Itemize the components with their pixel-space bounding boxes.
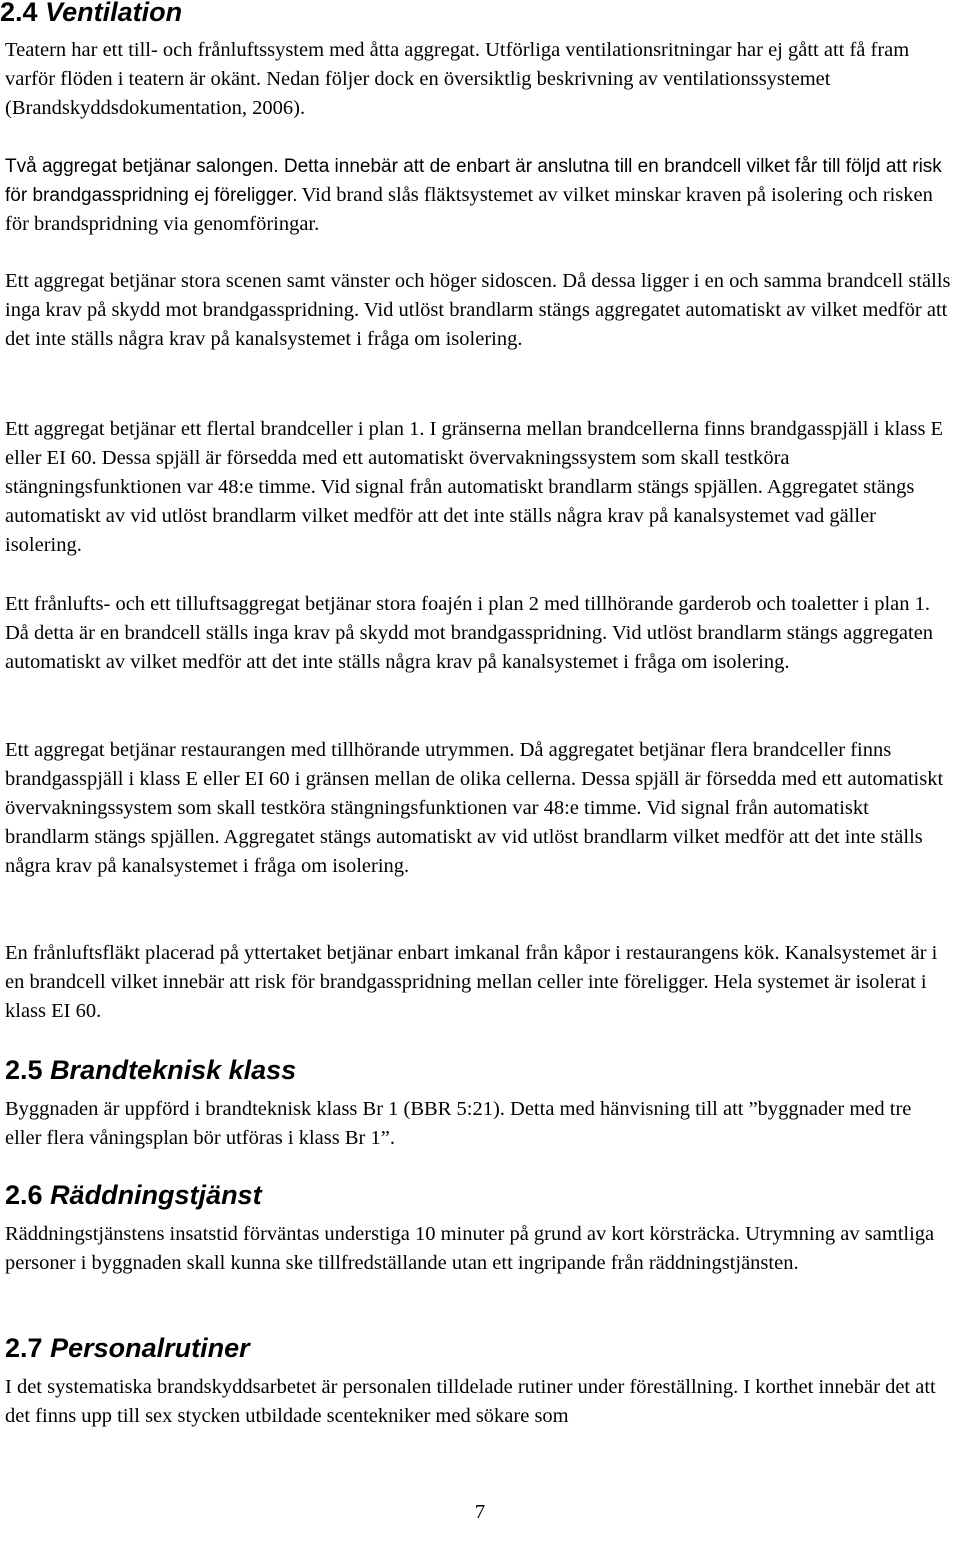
section-heading-brandteknisk-klass [5, 1055, 296, 1085]
section-number: 2.6 [5, 1180, 43, 1210]
paragraph-personalrutiner: I det systematiska brandskyddsarbetet är personalen tilldelade rutiner under föreställning. I korthet innebär det att det finns upp till sex stycken utbildade scentekniker med sökare som [5, 1376, 936, 1427]
section-title: Räddningstjänst [50, 1180, 262, 1210]
section-heading-personalrutiner [5, 1333, 250, 1363]
paragraph-salongen-sans: Två aggregat betjänar salongen. Detta innebär att de enbart är anslutna till en brandcell vilket får till följd att risk för brandgasspridning ej föreligger. [5, 156, 942, 206]
section-number: 2.7 [5, 1333, 43, 1363]
paragraph-scenen: Ett aggregat betjänar stora scenen samt vänster och höger sidoscen. Då dessa ligger i en och samma brandcell ställs inga krav på skydd mot brandgasspridning. Vid utlöst brandlarm stängs aggregatet automatiskt av vilket medför att det inte ställs några krav på kanalsystemet i fråga om isolering. [5, 270, 951, 350]
section-heading-ventilation [0, 0, 182, 27]
section-number: 2.4 [0, 0, 38, 27]
paragraph-ventilation-intro: Teatern har ett till- och frånluftssystem med åtta aggregat. Utförliga ventilationsritningar har ej gått att få fram varför flöden i teatern är okänt. Nedan följer dock en översiktlig beskrivning av ventilationssystemet (Brandskyddsdokumentation, 2006). [5, 39, 910, 119]
paragraph-raddningstjanst: Räddningstjänstens insatstid förväntas understiga 10 minuter på grund av kort körsträcka. Utrymning av samtliga personer i byggnaden skall kunna ske tillfredställande utan ett ingripande från räddningstjänsten. [5, 1223, 935, 1274]
section-number: 2.5 [5, 1055, 43, 1085]
paragraph-brandteknisk-klass: Byggnaden är uppförd i brandteknisk klass Br 1 (BBR 5:21). Detta med hänvisning till att ”byggnader med tre eller flera våningsplan bör utföras i klass Br 1”. [5, 1098, 912, 1149]
paragraph-franluftsflakt: En frånluftsfläkt placerad på yttertaket betjänar enbart imkanal från kåpor i restaurangens kök. Kanalsystemet är i en brandcell vilket innebär att risk för brandgasspridning mellan celler inte föreligger. Hela systemet är isolerat i klass EI 60. [5, 942, 938, 1022]
section-heading-raddningstjanst [5, 1180, 262, 1210]
section-title: Brandteknisk klass [50, 1055, 297, 1085]
section-title: Ventilation [45, 0, 183, 27]
paragraph-salongen-serif: Vid brand slås fläktsystemet av vilket minskar kraven på isolering och risken för brandspridning via genomföringar. [5, 184, 933, 235]
paragraph-foajen: Ett frånlufts- och ett tilluftsaggregat betjänar stora foajén i plan 2 med tillhörande garderob och toaletter i plan 1. Då detta är en brandcell ställs inga krav på skydd mot brandgasspridning. Vid utlöst brandlarm stängs aggregaten automatiskt av vilket medför att det inte ställs några krav på kanalsystemet i fråga om isolering. [5, 593, 934, 673]
section-title: Personalrutiner [50, 1333, 250, 1363]
page-number: 7 [474, 1501, 486, 1523]
paragraph-restaurangen: Ett aggregat betjänar restaurangen med tillhörande utrymmen. Då aggregatet betjänar flera brandceller finns brandgasspjäll i klass E eller EI 60 i gränsen mellan de olika cellerna. Dessa spjäll är försedda med ett automatiskt övervakningssystem som skall testköra stängningsfunktionen var 48:e timme. Vid signal från automatiskt brandlarm stängs spjällen. Aggregatet stängs automatiskt av vid utlöst brandlarm vilket medför att det inte ställs några krav på kanalsystemet i fråga om isolering. [5, 739, 944, 877]
paragraph-salongen [5, 152, 955, 239]
paragraph-plan1: Ett aggregat betjänar ett flertal brandceller i plan 1. I gränserna mellan brandcellerna finns brandgasspjäll i klass E eller EI 60. Dessa spjäll är försedda med ett automatiskt övervakningssystem som skall testköra stängningsfunktionen var 48:e timme. Vid signal från automatiskt brandlarm stängs spjällen. Aggregatet stängs automatiskt av vid utlöst brandlarm vilket medför att det inte ställs några krav på kanalsystemet vad gäller isolering. [5, 418, 944, 556]
